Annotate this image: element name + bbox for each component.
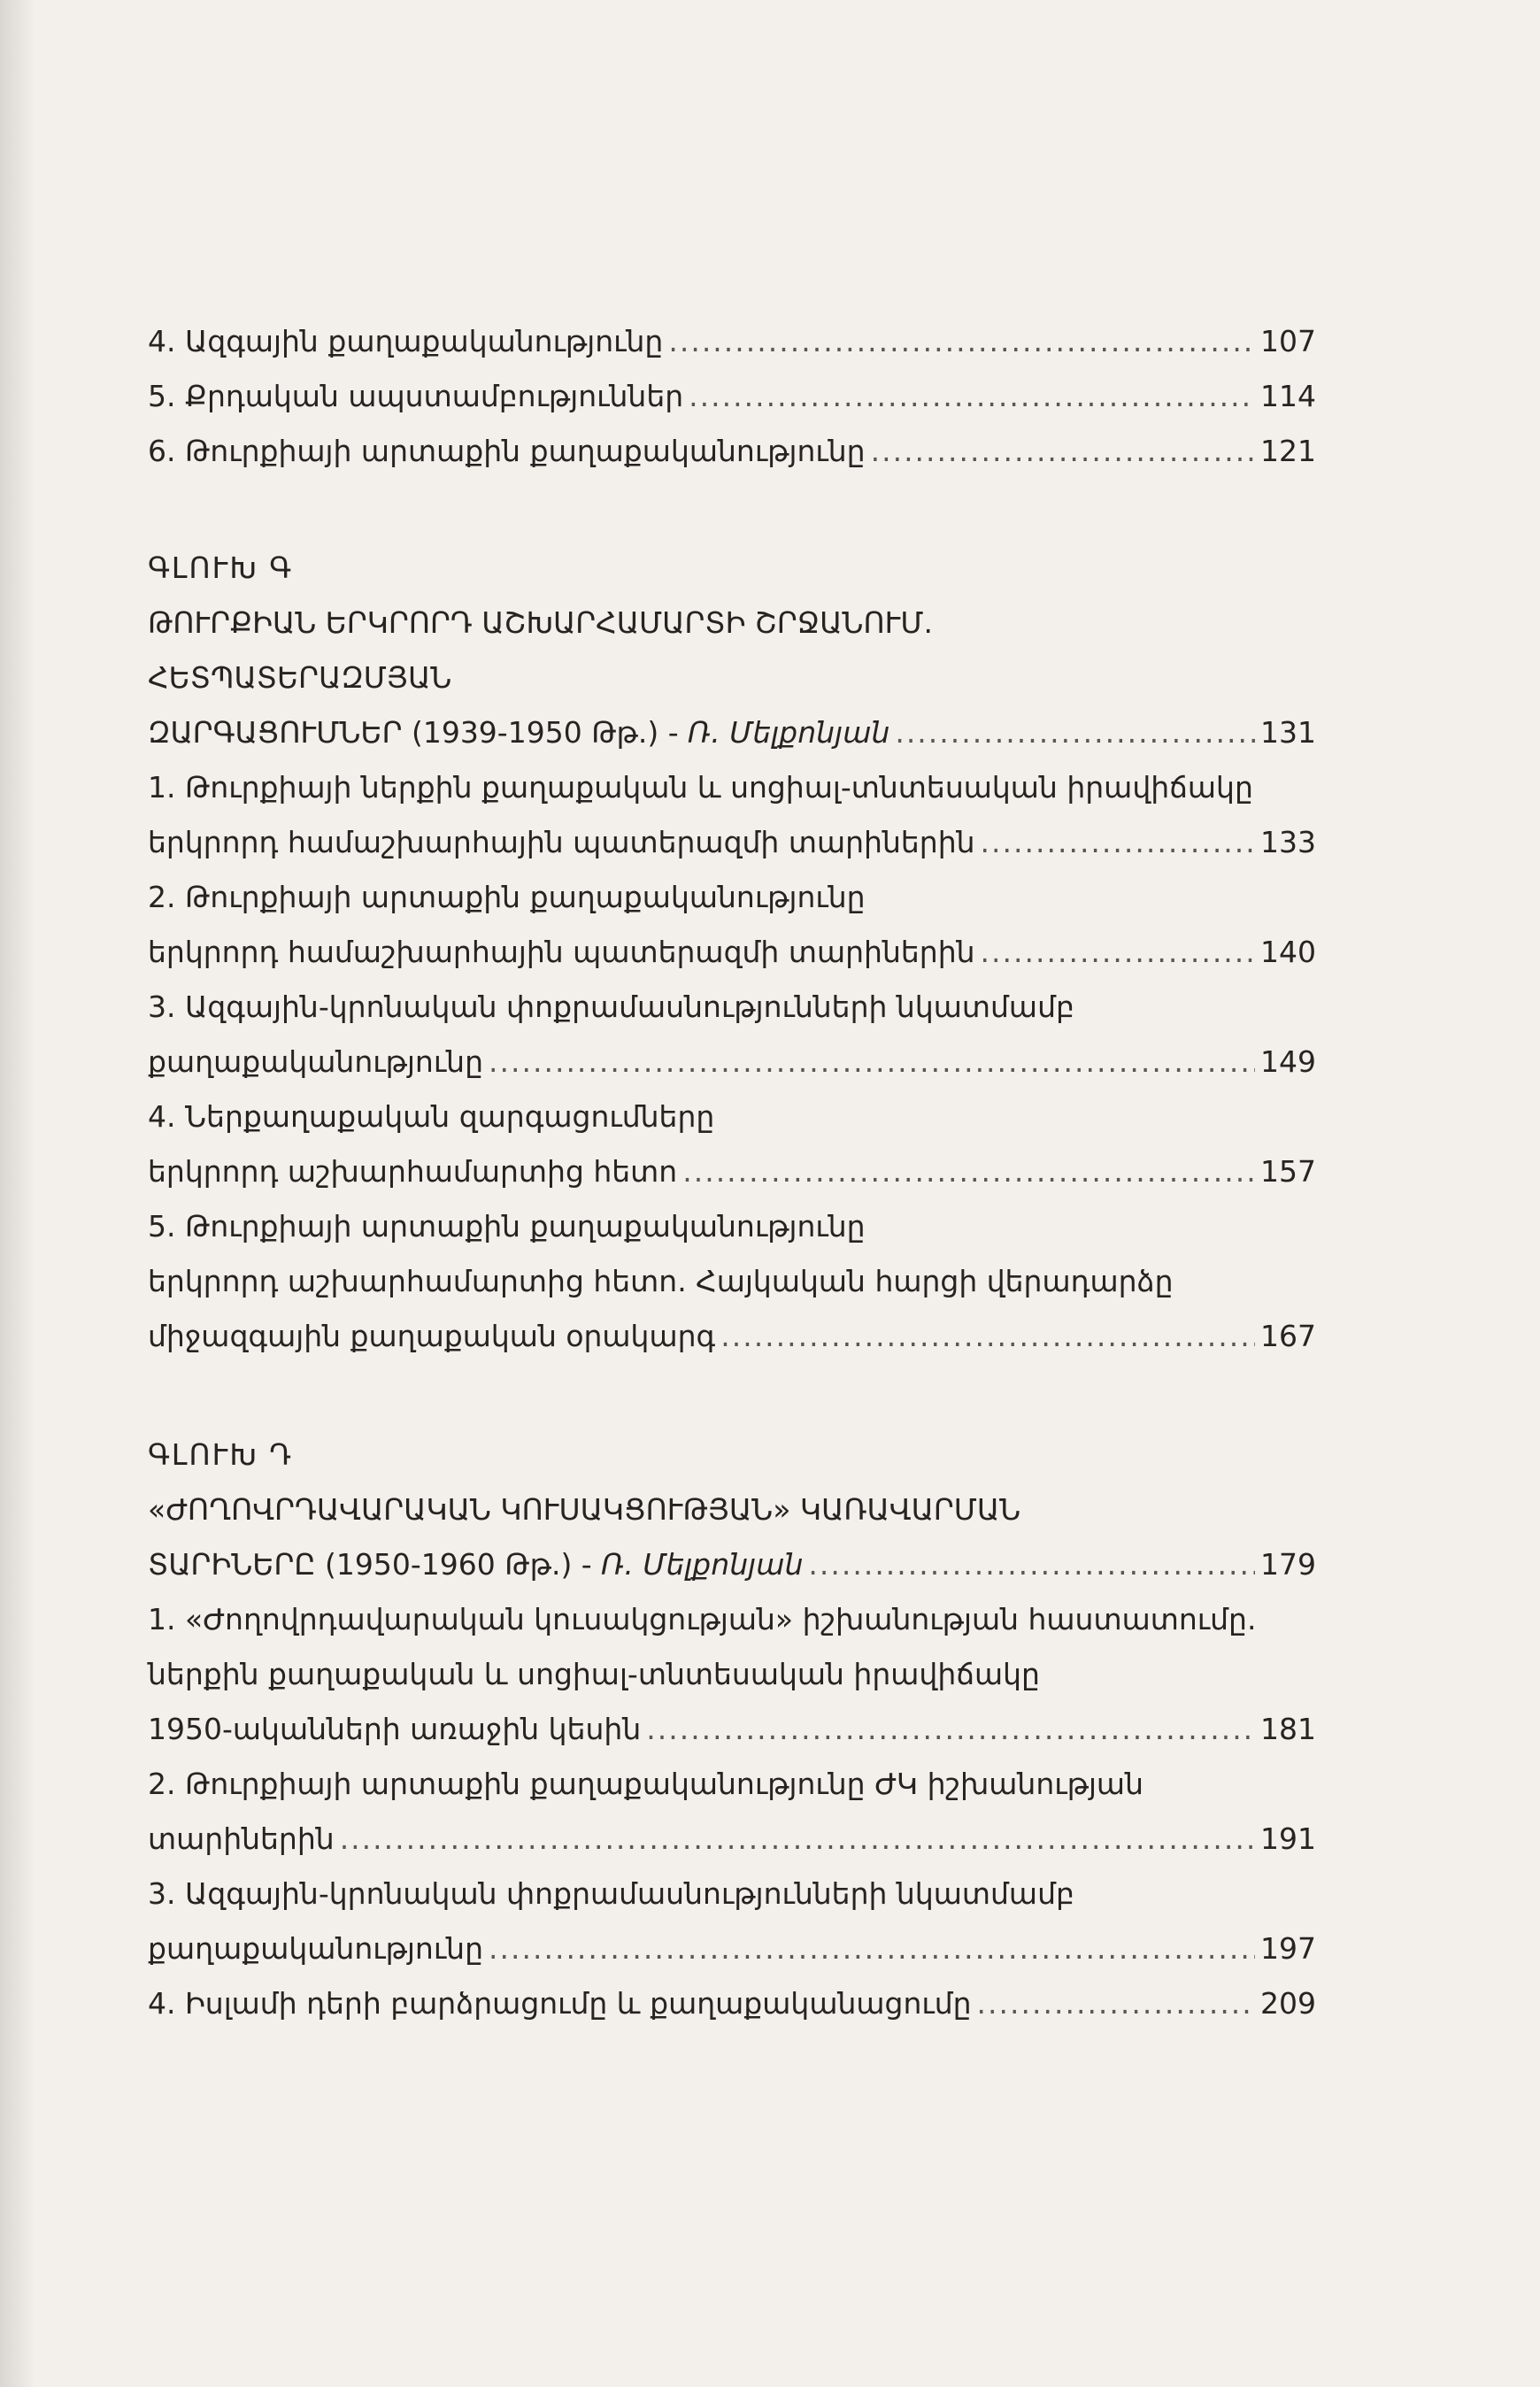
chapter-4-title-entry xyxy=(148,1537,1316,1592)
toc-entry-title: երկրորդ համաշխարհային պատերազմի տարիներին xyxy=(148,825,975,859)
toc-page-number: 191 xyxy=(1260,1821,1316,1856)
chapter-3-title-entry xyxy=(148,705,1316,760)
toc-entry-title: 4. Ազգային քաղաքականությունը xyxy=(148,324,664,358)
toc-entry-line: 4. Ներքաղաքական զարգացումները xyxy=(148,1099,715,1134)
leader-dots xyxy=(489,1035,1255,1090)
leader-dots xyxy=(808,1537,1255,1592)
leader-dots xyxy=(895,705,1255,760)
toc-page-number: 140 xyxy=(1260,935,1316,969)
leader-dots xyxy=(646,1702,1255,1757)
toc-entry-line: 3. Ազգային-կրոնական փոքրամասնությունների նկատմամբ xyxy=(148,989,1074,1024)
toc-entry xyxy=(148,1976,1316,2031)
toc-entry-title: միջազգային քաղաքական օրակարգ xyxy=(148,1319,716,1353)
toc-entry xyxy=(148,1309,1316,1364)
toc-entry xyxy=(148,314,1316,369)
toc-entry-title: 4. Իսլամի դերի բարձրացումը և քաղաքականացումը xyxy=(148,1986,972,2021)
toc-entry xyxy=(148,815,1316,870)
chapter-3-author: Ռ. Մելքոնյան xyxy=(688,715,890,750)
toc-entry-line: 2. Թուրքիայի արտաքին քաղաքականությունը xyxy=(148,880,866,914)
toc-entry xyxy=(148,1702,1316,1757)
toc-entry-title: երկրորդ աշխարհամարտից հետո xyxy=(148,1154,678,1189)
toc-entry xyxy=(148,1921,1316,1976)
toc-page-number: 121 xyxy=(1260,434,1316,468)
leader-dots xyxy=(720,1309,1255,1364)
page-binding-shadow xyxy=(0,0,35,2387)
chapter-4-title-line: «ԺՈՂՈՎՐԴԱՎԱՐԱԿԱՆ ԿՈՒՍԱԿՑՈՒԹՅԱՆ» ԿԱՌԱՎԱՐՄԱՆ xyxy=(148,1492,1021,1527)
toc-page-number: 131 xyxy=(1260,715,1316,750)
toc-entry xyxy=(148,1144,1316,1199)
toc-entry-line: 3. Ազգային-կրոնական փոքրամասնությունների նկատմամբ xyxy=(148,1876,1074,1911)
toc-entry-title: 5. Քրդական ապստամբություններ xyxy=(148,379,684,413)
toc-entry-line: 1. «Ժողովրդավարական կուսակցության» իշխանության հաստատումը. xyxy=(148,1602,1257,1636)
chapter-3-label: ԳԼՈՒԽ Գ xyxy=(148,551,294,585)
toc-page-number: 149 xyxy=(1260,1044,1316,1079)
table-of-contents xyxy=(148,314,1316,2031)
toc-entry xyxy=(148,1812,1316,1867)
chapter-3-title-line xyxy=(148,705,889,760)
toc-entry-line: 5. Թուրքիայի արտաքին քաղաքականությունը xyxy=(148,1209,866,1244)
toc-entry-title: քաղաքականությունը xyxy=(148,1931,484,1966)
toc-entry-line: երկրորդ աշխարհամարտից հետո. Հայկական հարցի վերադարձը xyxy=(148,1264,1174,1298)
toc-page-number: 209 xyxy=(1260,1986,1316,2021)
chapter-4-author: Ռ. Մելքոնյան xyxy=(601,1547,804,1582)
leader-dots xyxy=(981,815,1255,870)
toc-entry-title: 6. Թուրքիայի արտաքին քաղաքականությունը xyxy=(148,434,866,468)
chapter-4-title-text: ՏԱՐԻՆԵՐԸ (1950-1960 Թթ.) - xyxy=(148,1547,602,1582)
leader-dots xyxy=(489,1921,1255,1976)
toc-page-number: 133 xyxy=(1260,825,1316,859)
toc-entry-line: 1. Թուրքիայի ներքին քաղաքական և սոցիալ-տնտեսական իրավիճակը xyxy=(148,770,1253,805)
toc-entry-line: ներքին քաղաքական և սոցիալ-տնտեսական իրավիճակը xyxy=(148,1657,1040,1691)
toc-entry xyxy=(148,369,1316,424)
section-gap xyxy=(148,479,1316,541)
leader-dots xyxy=(977,1976,1255,2031)
toc-entry xyxy=(148,424,1316,479)
chapter-3-title-text: ԶԱՐԳԱՑՈՒՄՆԵՐ (1939-1950 Թթ.) - xyxy=(148,715,689,750)
leader-dots xyxy=(871,424,1255,479)
toc-page-number: 157 xyxy=(1260,1154,1316,1189)
leader-dots xyxy=(689,369,1255,424)
leader-dots xyxy=(668,314,1255,369)
toc-page-number: 181 xyxy=(1260,1712,1316,1746)
section-gap xyxy=(148,1364,1316,1428)
toc-page-number: 197 xyxy=(1260,1931,1316,1966)
toc-entry-title: քաղաքականությունը xyxy=(148,1044,484,1079)
leader-dots xyxy=(340,1812,1255,1867)
toc-entry-title: երկրորդ համաշխարհային պատերազմի տարիներին xyxy=(148,935,975,969)
leader-dots xyxy=(981,925,1255,980)
toc-page-number: 114 xyxy=(1260,379,1316,413)
toc-page-number: 179 xyxy=(1260,1547,1316,1582)
chapter-4-title-line xyxy=(148,1537,803,1592)
toc-entry-title: տարիներին xyxy=(148,1821,335,1856)
toc-entry xyxy=(148,925,1316,980)
toc-entry-title: 1950-ականների առաջին կեսին xyxy=(148,1712,642,1746)
toc-page-number: 107 xyxy=(1260,324,1316,358)
leader-dots xyxy=(682,1144,1255,1199)
toc-entry-line: 2. Թուրքիայի արտաքին քաղաքականությունը ԺԿ իշխանության xyxy=(148,1767,1143,1801)
chapter-3-title-line: ՀԵՏՊԱՏԵՐԱԶՄՅԱՆ xyxy=(148,660,452,695)
toc-entry xyxy=(148,1035,1316,1090)
chapter-3-title-line: ԹՈՒՐՔԻԱՆ ԵՐԿՐՈՐԴ ԱՇԽԱՐՀԱՄԱՐՏԻ ՇՐՋԱՆՈՒՄ. xyxy=(148,605,933,640)
toc-page-number: 167 xyxy=(1260,1319,1316,1353)
chapter-4-label: ԳԼՈՒԽ Դ xyxy=(148,1437,294,1472)
